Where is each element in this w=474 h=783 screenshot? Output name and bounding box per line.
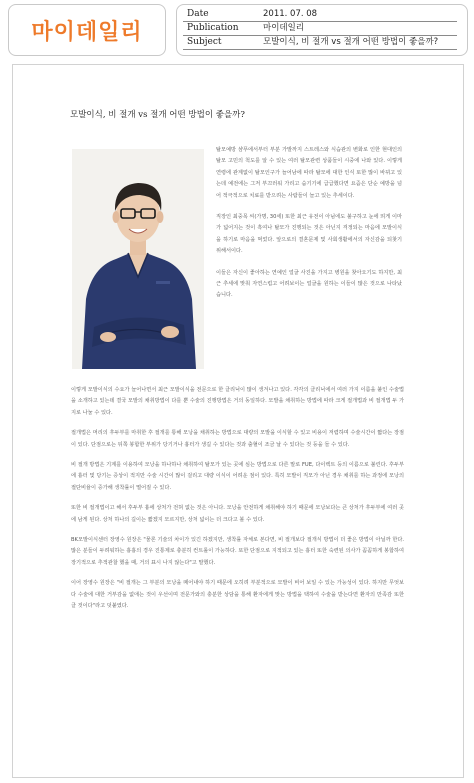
publication-logo: 마이데일리 [31, 19, 143, 45]
intro-paragraph: 직장인 최중목 씨(가명, 30세) 또한 최근 유전이 아님에도 불구하고 눈에 띄게 이마가 넓어지는 것이 흑여나 탈모가 진행되는 것은 아닌지 걱정되는 마음에 모발이식을 하기로 마음을 먹었다. 앞으로의 결혼문제 및 사회생활에서의 자신감을 되찾기 위해서이다. [216, 214, 402, 255]
intro-paragraph: 탈모예방 샴푸에서부터 부분 가발까지 스트레스와 식습관의 변화로 인한 현대인의 탈모 고민의 척도를 알 수 있는 여러 탈모관련 상품들이 시중에 나와 있다. 이렇게 연령에 관계없이 탈모인구가 늘어남에 따라 탈모에 대한 인식 또한 많이 바뀌고 있는데 예전에는 그저 부끄러워 가리고 숨기기에 급급했다면 요즘은 단순 예방을 넘어 적극적으로 치료를 받으려는 사람들이 늘고 있는 추세이다. [216, 147, 402, 199]
body-paragraph: 비 절개 방법은 기계를 이용하여 모낭을 하나하나 채취하여 탈모가 있는 곳에 심는 방법으로 다른 말로 FUE, 다이렉트 등의 이름으로 불린다. 후두부에 흉터 및 당기는 증상이 적지만 수술 시간이 많이 걸리고 대량 이식이 어려운 점이 있다. 특히 모발이 직모가 아닌 경우 채취를 하는 과정에 모낭의 절단비율이 증가해 생착률이 떨어질 수 있다. [71, 462, 404, 491]
publication-row [183, 22, 457, 36]
subject-label: Subject [187, 37, 222, 47]
body-paragraph: BK모발이식센터 장영수 원장은 "물론 기술의 차이가 있긴 하겠지만, 생착률 자체로 본다면, 비 절개보다 절개식 방법이 더 좋은 방법이 아닐까 한다. 많은 분들이 두려워하는 흉흉의 경우 진통제로 충분히 컨트롤이 가능하다. 또한 단점으로 지적되고 있는 흉터 또한 숙련된 의사가 꼼꼼하게 봉합하여 장기적으로 추적관찰 했을 때, 거의 표시 나지 않는다"고 말했다. [71, 537, 404, 566]
body-paragraph: 이렇게 모발이식의 수요가 늘어나면서 최근 모발이식을 전문으로 한 클리닉이 많이 생겨나고 있다. 각각의 클리닉에서 여러 가지 이름을 붙인 수술법을 소개하고 있는데 결국 모발의 채취방법이 다를 뿐 수술의 진행방법은 거의 동일하다. 모발을 채취하는 방법에 따라 크게 절개법과 비 절개법 두 가지로 나눌 수 있다. [71, 387, 404, 416]
article-title: 모발이식, 비 절개 vs 절개 어떤 방법이 좋을까? [70, 110, 245, 120]
date-row [183, 8, 457, 22]
intro-column [216, 145, 402, 312]
subject-row [183, 36, 457, 50]
date-value: 2011. 07. 08 [263, 9, 318, 19]
publication-value: 마이데일리 [263, 23, 305, 33]
article-body [71, 385, 404, 622]
clipping-header [8, 4, 466, 54]
subject-value: 모발이식, 비 절개 vs 절개 어떤 방법이 좋을까? [263, 37, 439, 47]
body-paragraph: 또한 비 절개법이고 해서 후두부 흉에 상처가 전혀 없는 것은 아니다. 모낭을 안전하게 채취해야 하기 때문에 모낭보다는 큰 상처가 후두부에 여러 곳에 남게 된다. 상처 하나의 길이는 짧겠지 모르지만, 상처 넓이는 더 크다고 볼 수 있다. [71, 505, 404, 523]
date-label: Date [187, 9, 209, 19]
intro-paragraph: 이들은 자신이 좋아하는 연예인 얼굴 사진을 가지고 병원을 찾아오기도 하지만, 최근 추세에 맞춰 자연스럽고 어려보이는 얼굴을 원하는 이들이 많은 것으로 나타났습니다. [216, 269, 402, 299]
publication-label: Publication [187, 23, 239, 33]
clipping-meta-box [176, 4, 468, 56]
doctor-photo [72, 149, 204, 369]
body-paragraph: 이어 장영수 원장은 "비 절개는 그 부분의 모낭을 떼어내야 하기 때문에 오히려 부분적으로 모발이 비어 보일 수 있는 가능성이 있다. 하지만 무엇보다 수술에 대한 거부감을 없애는 것이 우선이며 전문가와의 충분한 상담을 통해 환자에게 맞는 방법을 택하여 수술을 받는다면 환자의 만족감 또한 클 것이다"라고 덧붙였다. [71, 580, 404, 610]
publication-logo-box [8, 4, 166, 56]
body-paragraph: 절개법은 머리의 후두부를 마취한 후 절개를 통해 모낭을 채취하는 방법으로 대량의 모발을 이식할 수 있고 비용이 저렴하며 수술시간이 짧다는 장점이 있다. 단점으로는 뒤쪽 봉합한 부위가 당기거나 흉터가 생길 수 있다는 것과 출혈이 조금 날 수 있다는 것 등을 들 수 있다. [71, 430, 404, 448]
